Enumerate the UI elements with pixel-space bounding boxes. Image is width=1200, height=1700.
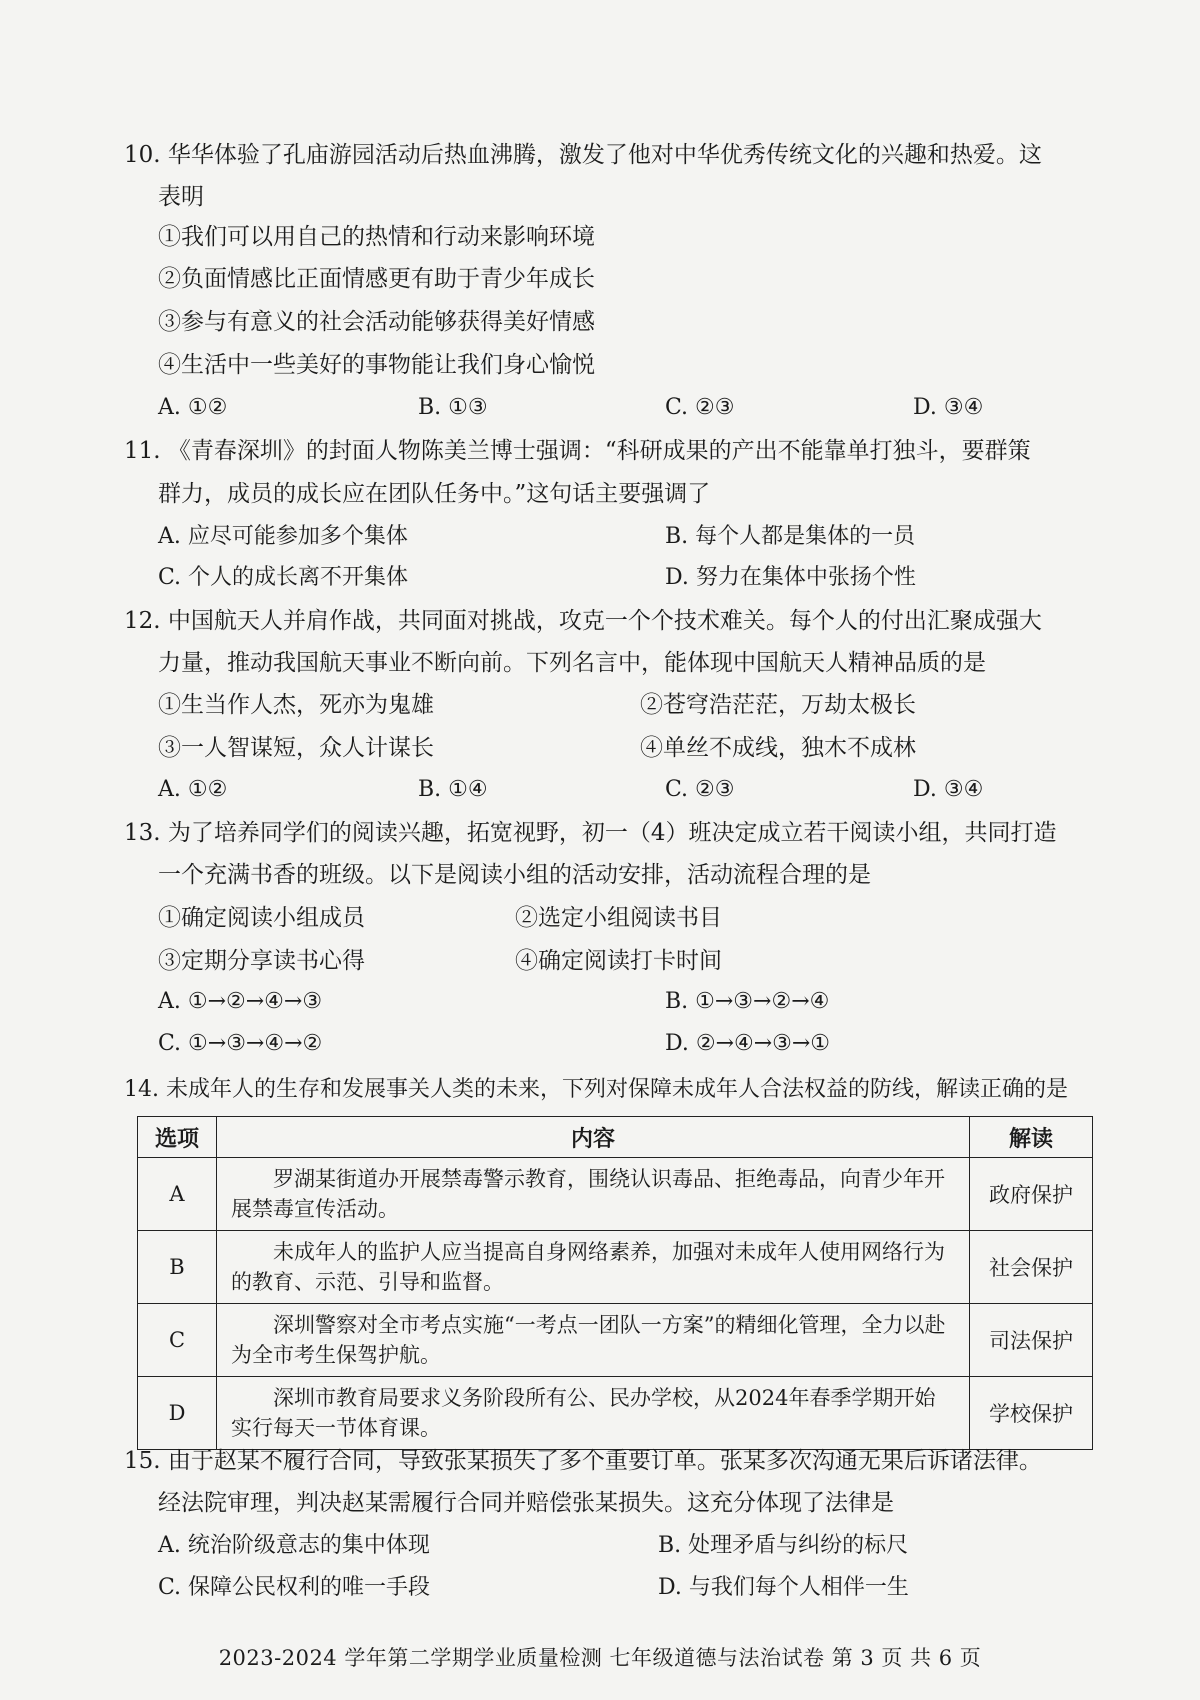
q10-choice-a: A. ①② [158, 395, 228, 420]
q10-item-1: ①我们可以用自己的热情和行动来影响环境 [158, 224, 595, 250]
row-interpretation: 政府保护 [970, 1158, 1093, 1231]
q10-stem-line1: 10. 华华体验了孔庙游园活动后热血沸腾，激发了他对中华优秀传统文化的兴趣和热爱。这 [124, 142, 1042, 168]
q15-choice-d: D. 与我们每个人相伴一生 [658, 1575, 909, 1600]
q13-stem-line2: 一个充满书香的班级。以下是阅读小组的活动安排，活动流程合理的是 [158, 862, 871, 888]
q15-stem-line1: 15. 由于赵某不履行合同，导致张某损失了多个重要订单。张某多次沟通无果后诉诸法律。 [124, 1448, 1042, 1474]
q12-item-4: ④单丝不成线，独木不成林 [640, 735, 916, 761]
q10-stem-line2: 表明 [158, 184, 204, 210]
q13-item-4: ④确定阅读打卡时间 [515, 948, 722, 974]
q12-item-2: ②苍穹浩茫茫，万劫太极长 [640, 692, 916, 718]
header-content: 内容 [217, 1117, 970, 1158]
q13-item-3: ③定期分享读书心得 [158, 948, 365, 974]
q13-item-1: ①确定阅读小组成员 [158, 905, 365, 931]
row-option: D [138, 1377, 217, 1450]
table-row [138, 1377, 1093, 1450]
row-option: C [138, 1304, 217, 1377]
q10-choice-b: B. ①③ [418, 395, 488, 420]
q13-choice-c: C. ①→③→④→② [158, 1031, 323, 1056]
row-content [217, 1158, 970, 1231]
table-row [138, 1231, 1093, 1304]
table-row [138, 1158, 1093, 1231]
q12-choice-c: C. ②③ [665, 777, 735, 802]
table-header-row [138, 1117, 1093, 1158]
q12-item-1: ①生当作人杰，死亦为鬼雄 [158, 692, 434, 718]
q12-item-3: ③一人智谋短，众人计谋长 [158, 735, 434, 761]
row-interpretation: 司法保护 [970, 1304, 1093, 1377]
header-interpretation: 解读 [970, 1117, 1093, 1158]
q12-stem-line1: 12. 中国航天人并肩作战，共同面对挑战，攻克一个个技术难关。每个人的付出汇聚成强大 [124, 608, 1042, 634]
row-option: B [138, 1231, 217, 1304]
table-row [138, 1304, 1093, 1377]
q12-choice-a: A. ①② [158, 777, 228, 802]
q13-choice-b: B. ①→③→②→④ [665, 989, 830, 1014]
q15-stem-line2: 经法院审理，判决赵某需履行合同并赔偿张某损失。这充分体现了法律是 [158, 1490, 894, 1516]
q10-choice-c: C. ②③ [665, 395, 735, 420]
row-content-text: 深圳警察对全市考点实施“一考点一团队一方案”的精细化管理，全力以赴为全市考生保驾护航。 [231, 1313, 946, 1367]
q11-choice-a: A. 应尽可能参加多个集体 [158, 524, 408, 549]
q15-choice-c: C. 保障公民权利的唯一手段 [158, 1575, 431, 1600]
q10-item-3: ③参与有意义的社会活动能够获得美好情感 [158, 309, 595, 335]
row-content-text: 深圳市教育局要求义务阶段所有公、民办学校，从2024年春季学期开始实行每天一节体育课。 [231, 1386, 936, 1440]
q10-choice-d: D. ③④ [913, 395, 984, 420]
row-content-text: 罗湖某街道办开展禁毒警示教育，围绕认识毒品、拒绝毒品，向青少年开展禁毒宣传活动。 [231, 1167, 945, 1221]
q13-choice-d: D. ②→④→③→① [665, 1031, 831, 1056]
q11-choice-c: C. 个人的成长离不开集体 [158, 565, 409, 590]
q11-stem-line1: 11. 《青春深圳》的封面人物陈美兰博士强调：“科研成果的产出不能靠单打独斗，要群策 [124, 438, 1031, 464]
q14-table [137, 1116, 1093, 1450]
row-interpretation: 学校保护 [970, 1377, 1093, 1450]
page-footer: 2023-2024 学年第二学期学业质量检测 七年级道德与法治试卷 第 3 页 共 6 页 [218, 1646, 982, 1670]
q15-choice-b: B. 处理矛盾与纠纷的标尺 [658, 1533, 909, 1558]
q12-choice-d: D. ③④ [913, 777, 984, 802]
row-content [217, 1377, 970, 1450]
header-option: 选项 [138, 1117, 217, 1158]
q13-choice-a: A. ①→②→④→③ [158, 989, 323, 1014]
q13-stem-line1: 13. 为了培养同学们的阅读兴趣，拓宽视野，初一（4）班决定成立若干阅读小组，共同打造 [124, 820, 1057, 846]
q14-stem: 14. 未成年人的生存和发展事关人类的未来，下列对保障未成年人合法权益的防线，解读正确的是 [124, 1077, 1068, 1102]
row-interpretation: 社会保护 [970, 1231, 1093, 1304]
q12-choice-b: B. ①④ [418, 777, 488, 802]
q10-item-2: ②负面情感比正面情感更有助于青少年成长 [158, 266, 595, 292]
q13-item-2: ②选定小组阅读书目 [515, 905, 722, 931]
row-content-text: 未成年人的监护人应当提高自身网络素养，加强对未成年人使用网络行为的教育、示范、引导和监督。 [231, 1240, 945, 1294]
row-content [217, 1231, 970, 1304]
row-option: A [138, 1158, 217, 1231]
q11-choice-b: B. 每个人都是集体的一员 [665, 524, 916, 549]
q12-stem-line2: 力量，推动我国航天事业不断向前。下列名言中，能体现中国航天人精神品质的是 [158, 650, 986, 676]
row-content [217, 1304, 970, 1377]
q15-choice-a: A. 统治阶级意志的集中体现 [158, 1533, 430, 1558]
q11-choice-d: D. 努力在集体中张扬个性 [665, 565, 916, 590]
q10-item-4: ④生活中一些美好的事物能让我们身心愉悦 [158, 352, 595, 378]
q11-stem-line2: 群力，成员的成长应在团队任务中。”这句话主要强调了 [158, 481, 711, 507]
